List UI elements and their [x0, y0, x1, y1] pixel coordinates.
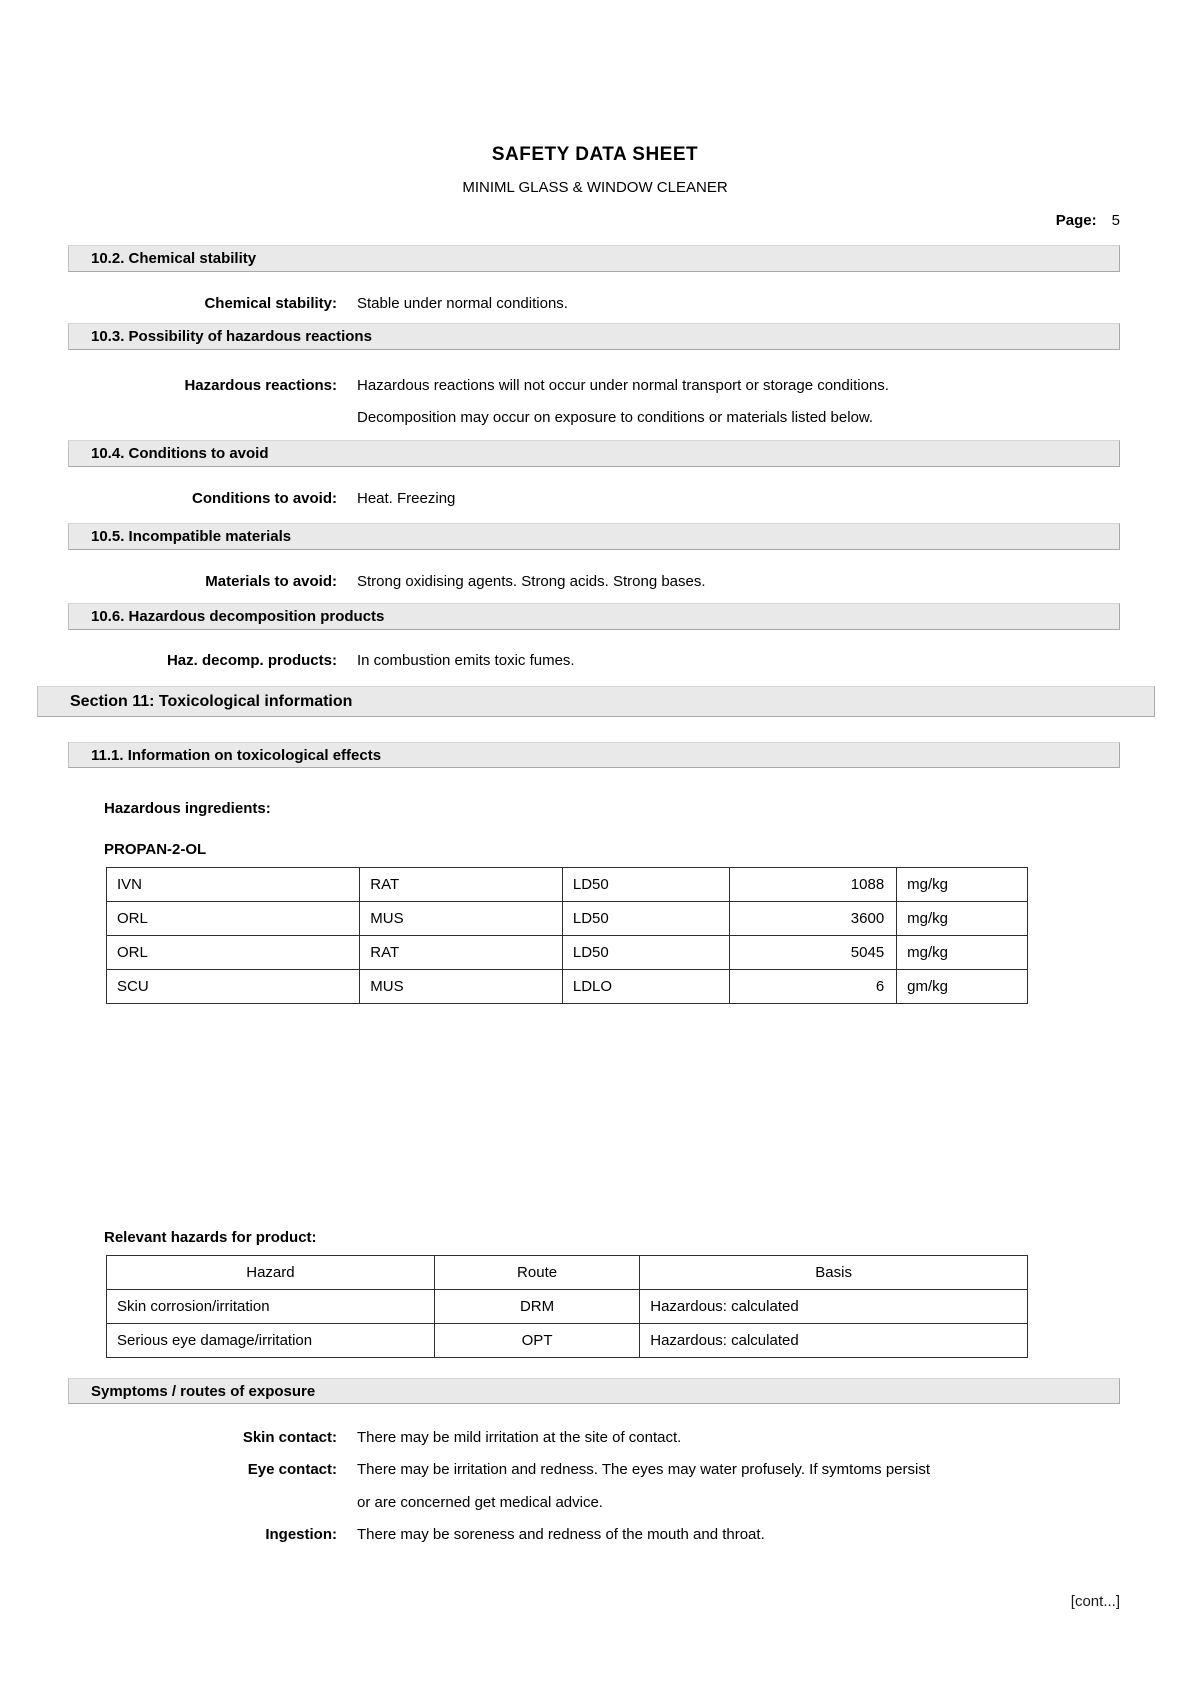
- cell-route: DRM: [434, 1290, 639, 1324]
- toxicity-table: [106, 867, 1028, 1004]
- section-heading-10-5: 10.5. Incompatible materials: [68, 523, 1120, 550]
- cell-species: RAT: [360, 936, 563, 970]
- section-heading-10-3: 10.3. Possibility of hazardous reactions: [68, 323, 1120, 350]
- field-label-haz-decomp-products: Haz. decomp. products:: [166, 652, 337, 669]
- cell-route: ORL: [107, 902, 360, 936]
- table-header-row: [107, 1256, 1028, 1290]
- cell-value: 1088: [730, 868, 897, 902]
- hazards-table: [106, 1255, 1028, 1358]
- field-label-materials-to-avoid: Materials to avoid:: [205, 573, 337, 590]
- table-row: [107, 1324, 1028, 1358]
- cell-route: SCU: [107, 970, 360, 1004]
- field-label-skin-contact: Skin contact:: [242, 1429, 337, 1446]
- header-hazard: Hazard: [107, 1256, 435, 1290]
- cell-test: LD50: [562, 868, 730, 902]
- ingredient-name: PROPAN-2-OL: [104, 841, 207, 858]
- table-row: [107, 936, 1028, 970]
- cell-unit: mg/kg: [897, 902, 1028, 936]
- cell-basis: Hazardous: calculated: [640, 1324, 1028, 1358]
- cell-hazard: Skin corrosion/irritation: [107, 1290, 435, 1324]
- header-route: Route: [434, 1256, 639, 1290]
- cell-species: MUS: [360, 970, 563, 1004]
- cell-value: 5045: [730, 936, 897, 970]
- field-value-chemical-stability: Stable under normal conditions.: [357, 295, 568, 312]
- cell-value: 6: [730, 970, 897, 1004]
- cell-route: IVN: [107, 868, 360, 902]
- document-title: SAFETY DATA SHEET: [491, 144, 699, 165]
- continuation-marker: [cont...]: [1070, 1593, 1120, 1610]
- cell-test: LD50: [562, 936, 730, 970]
- field-value-eye-contact-line2: or are concerned get medical advice.: [357, 1494, 603, 1511]
- section-heading-11: Section 11: Toxicological information: [37, 686, 1155, 717]
- cell-hazard: Serious eye damage/irritation: [107, 1324, 435, 1358]
- cell-route: ORL: [107, 936, 360, 970]
- cell-route: OPT: [434, 1324, 639, 1358]
- cell-basis: Hazardous: calculated: [640, 1290, 1028, 1324]
- field-value-skin-contact: There may be mild irritation at the site of contact.: [357, 1429, 682, 1446]
- cell-test: LD50: [562, 902, 730, 936]
- header-basis: Basis: [640, 1256, 1028, 1290]
- product-name: MINIML GLASS & WINDOW CLEANER: [462, 179, 728, 196]
- table-row: [107, 902, 1028, 936]
- section-heading-11-1: 11.1. Information on toxicological effects: [68, 742, 1120, 768]
- cell-value: 3600: [730, 902, 897, 936]
- field-value-materials-to-avoid: Strong oxidising agents. Strong acids. Strong bases.: [357, 573, 706, 590]
- field-value-hazardous-reactions-line2: Decomposition may occur on exposure to conditions or materials listed below.: [357, 409, 874, 426]
- field-label-chemical-stability: Chemical stability:: [204, 295, 337, 312]
- table-row: [107, 1290, 1028, 1324]
- relevant-hazards-label: Relevant hazards for product:: [104, 1229, 317, 1246]
- field-label-eye-contact: Eye contact:: [247, 1461, 337, 1478]
- hazardous-ingredients-label: Hazardous ingredients:: [104, 800, 271, 817]
- cell-unit: gm/kg: [897, 970, 1028, 1004]
- cell-unit: mg/kg: [897, 936, 1028, 970]
- page-label: Page:: [1055, 212, 1097, 229]
- table-row: [107, 868, 1028, 902]
- field-value-eye-contact: There may be irritation and redness. The eyes may water profusely. If symtoms persist: [357, 1461, 931, 1478]
- field-value-hazardous-reactions: Hazardous reactions will not occur under normal transport or storage conditions.: [357, 377, 889, 394]
- page-indicator: [0, 212, 1120, 229]
- page-number: 5: [1111, 212, 1120, 229]
- section-heading-10-4: 10.4. Conditions to avoid: [68, 440, 1120, 467]
- section-heading-10-2: 10.2. Chemical stability: [68, 245, 1120, 272]
- cell-test: LDLO: [562, 970, 730, 1004]
- cell-species: RAT: [360, 868, 563, 902]
- field-label-hazardous-reactions: Hazardous reactions:: [184, 377, 337, 394]
- field-value-haz-decomp-products: In combustion emits toxic fumes.: [357, 652, 575, 669]
- field-value-ingestion: There may be soreness and redness of the mouth and throat.: [357, 1526, 765, 1543]
- cell-unit: mg/kg: [897, 868, 1028, 902]
- field-value-conditions-to-avoid: Heat. Freezing: [357, 490, 456, 507]
- table-row: [107, 970, 1028, 1004]
- field-label-ingestion: Ingestion:: [265, 1526, 337, 1543]
- field-label-conditions-to-avoid: Conditions to avoid:: [192, 490, 337, 507]
- section-heading-10-6: 10.6. Hazardous decomposition products: [68, 603, 1120, 630]
- cell-species: MUS: [360, 902, 563, 936]
- section-heading-symptoms: Symptoms / routes of exposure: [68, 1378, 1120, 1404]
